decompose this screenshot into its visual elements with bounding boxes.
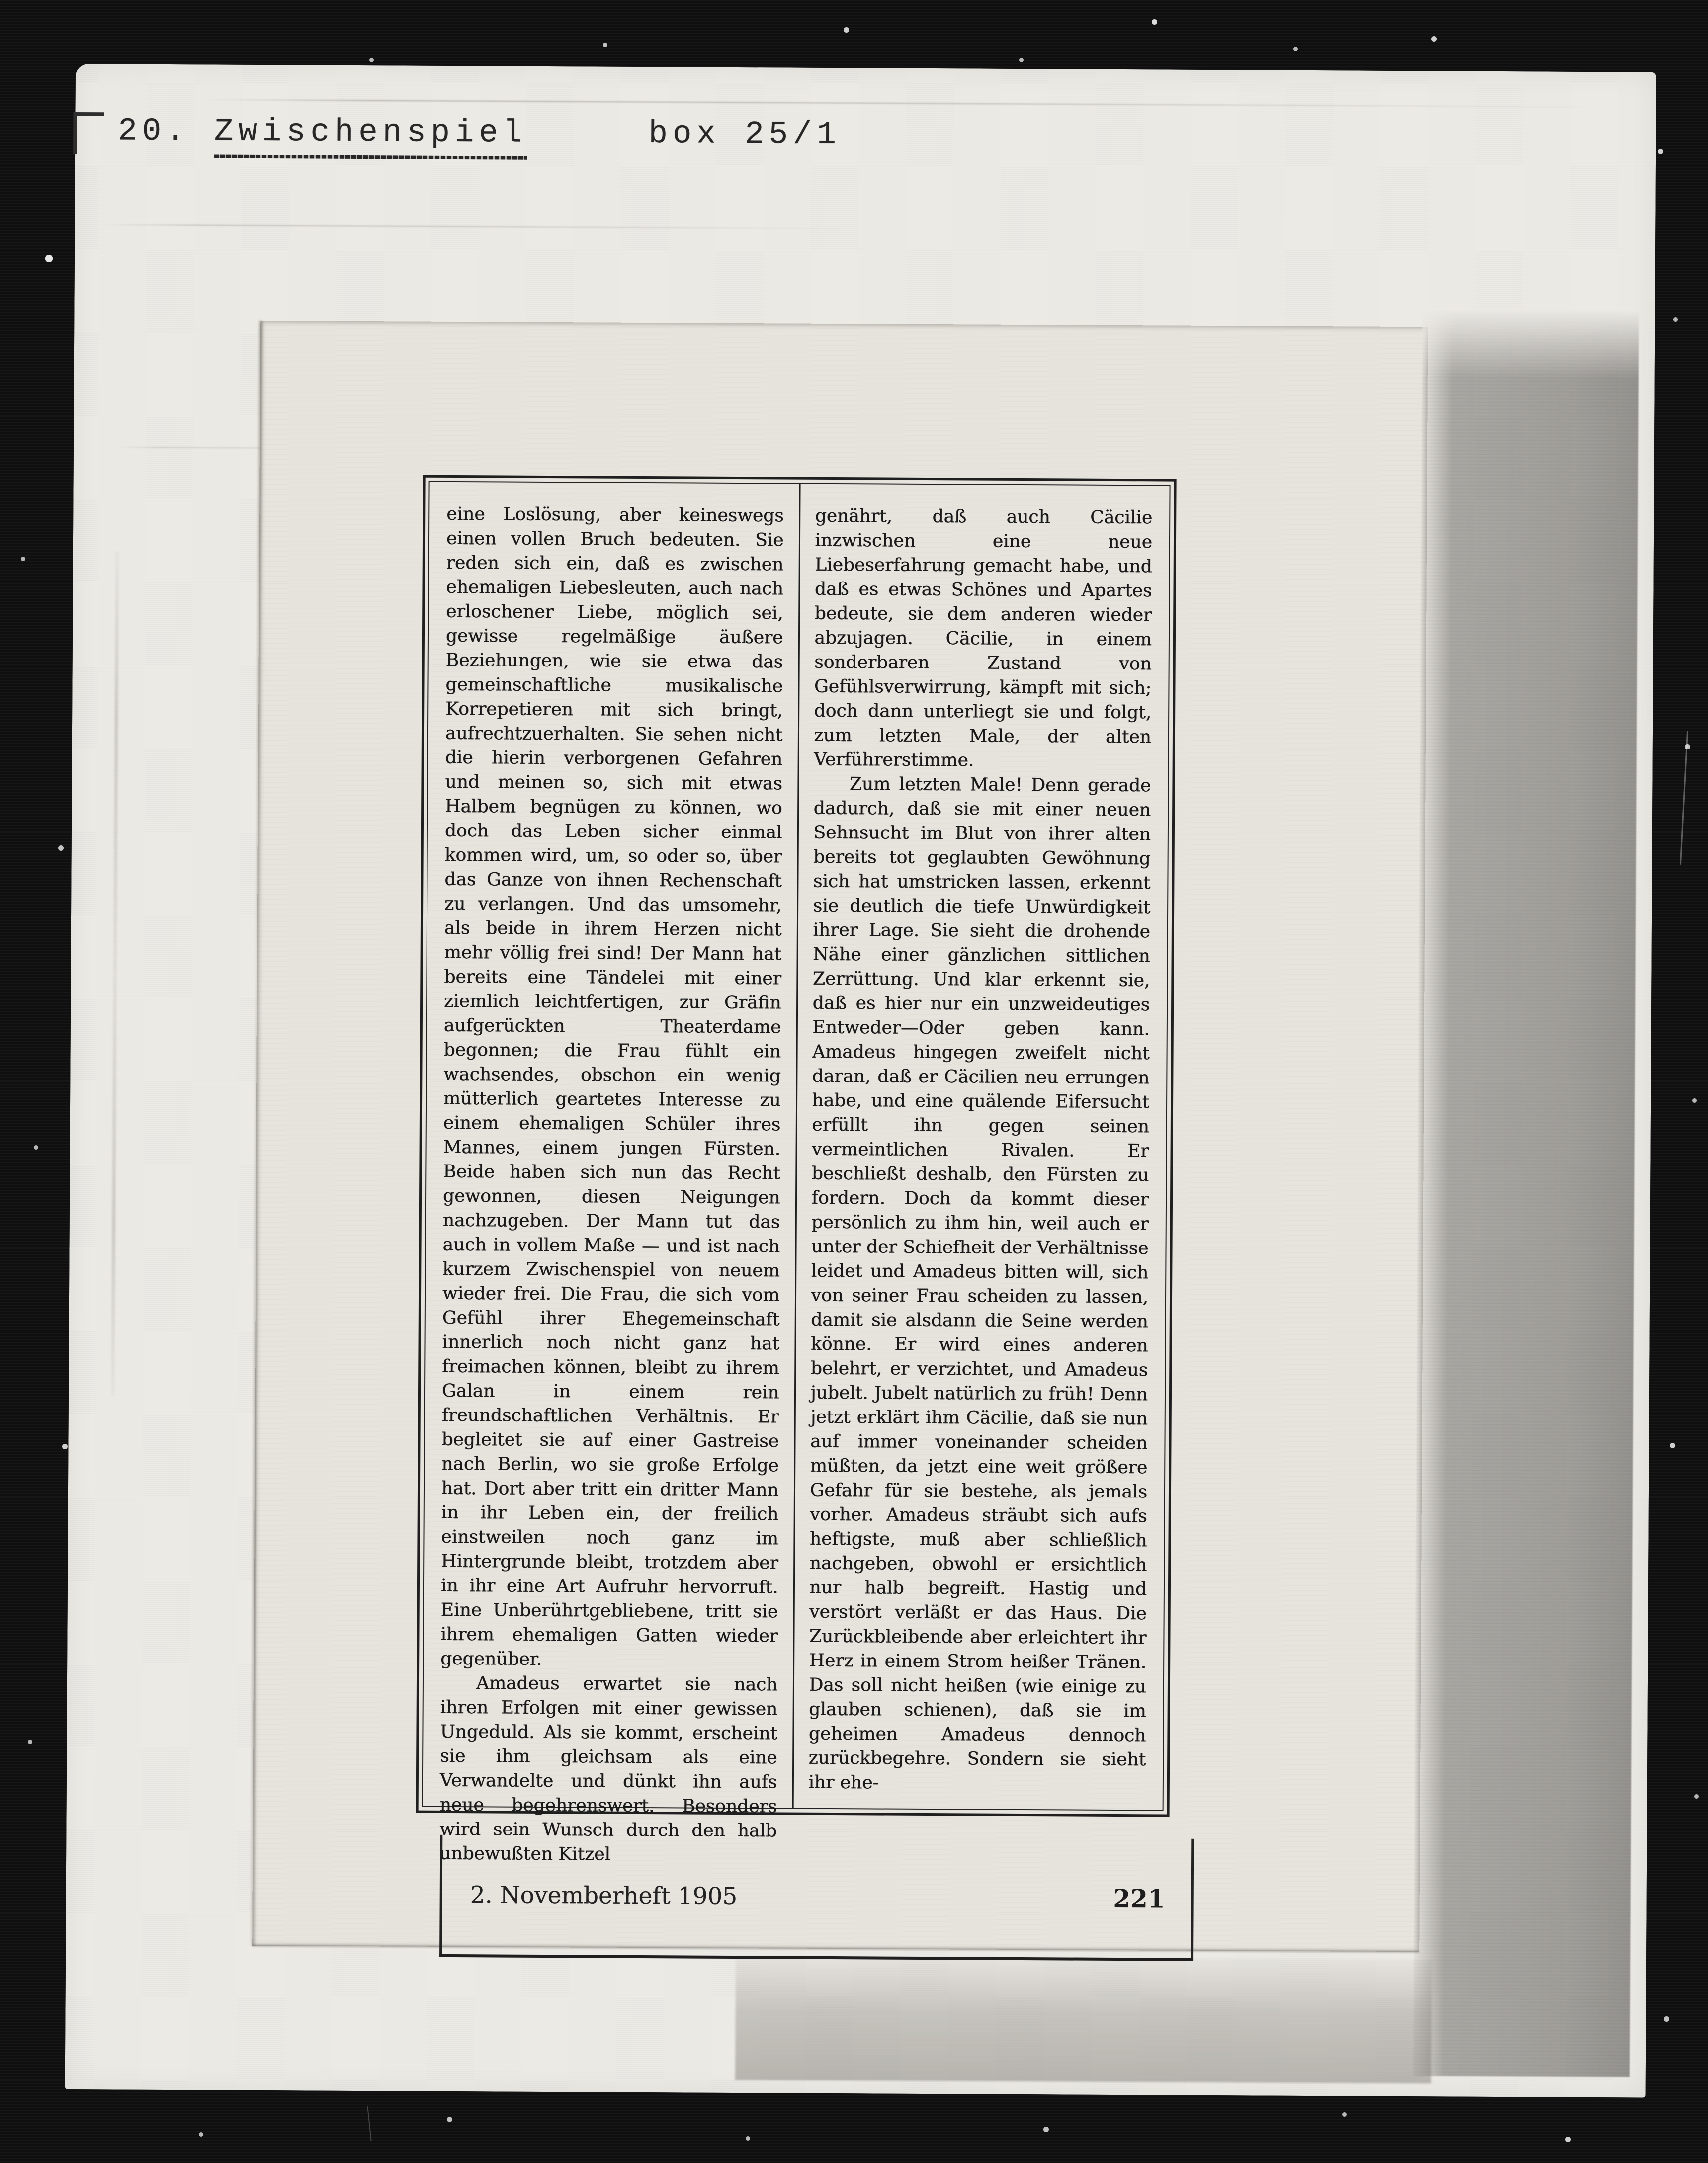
corner-mark-vertical (73, 112, 77, 154)
book-edge-shadow-bottom (735, 1956, 1432, 2083)
scanned-page-group (65, 64, 1656, 2098)
text-column-left (439, 502, 784, 1865)
text-column-right (808, 504, 1152, 1810)
issue-label: 2. Novemberheft 1905 (470, 1881, 738, 1910)
article-text-block-inner-rule (422, 481, 1171, 1865)
corner-registration-mark (73, 112, 104, 154)
page-footer (439, 1835, 1194, 1961)
archive-label-number: 20. (118, 113, 190, 150)
archive-label-title: Zwischenspiel (214, 114, 527, 159)
paragraph: genährt, daß auch Cäcilie inzwischen eine neue Liebeserfahrung gemacht habe, und daß es etwas Schönes und Apartes bedeute, sie dem anderen wieder abzujagen. Cäcilie, in einem sonderbaren Zustand von Gefühlsverwirrung, kämpft mit sich; doch dann unterliegt sie und folgt, zum letzten Male, der alten Verführerstimme. (814, 505, 1153, 771)
scan-scratch (367, 2106, 371, 2141)
book-edge-shadow-right (1413, 308, 1639, 2077)
paragraph: Amadeus erwartet sie nach ihren Erfolgen mit einer gewissen Ungeduld. Als sie kommt, erscheint sie ihm gleichsam als eine Verwandelte und dünkt ihn aufs neue begehrenswert. Besonders wird sein Wunsch durch den halb unbewußten Kitzel (439, 1673, 778, 1865)
archive-box-label: box 25/1 (648, 116, 842, 154)
book-edge-fade (1422, 308, 1639, 379)
corner-mark-horizontal (73, 112, 104, 116)
scanner-dust-specks (0, 0, 2, 2)
article-columns (423, 482, 1170, 1865)
page-number: 221 (1113, 1883, 1165, 1913)
paragraph: eine Loslösung, aber keineswegs einen vollen Bruch bedeuten. Sie reden sich ein, daß es zwischen ehemaligen Liebesleuten, auch nach erloschener Liebe, möglich sei, gewisse regelmäßige äußere Beziehungen, wie sie etwa das gemeinschaftliche musikalische Korrepetieren mit sich bringt, aufrechtzuerhalten. Sie sehen nicht die hierin verborgenen Gefahren und meinen so, sich mit etwas Halbem begnügen zu können, wo doch das Leben sicher einmal kommen wird, um, so oder so, über das Ganze von ihnen Rechenschaft zu verlangen. Und das umsomehr, als beide in ihrem Herzen nicht mehr völlig frei sind! Der Mann hat bereits eine Tändelei mit einer ziemlich leichtfertigen, zur Gräfin aufgerückten Theaterdame begonnen; die Frau fühlt ein wachsendes, obschon ein wenig mütterlich geartetes Interesse zu einem ehemaligen Schüler ihres Mannes, einem jungen Fürsten. Beide haben sich nun das Recht gewonnen, diesen Neigungen nachzugeben. Der Mann tut das auch in vollem Maße — und ist nach kurzem Zwischenspiel von neuem wieder frei. Die Frau, die sich vom Gefühl ihrer Ehegemeinschaft innerlich noch nicht ganz hat freimachen können, bleibt zu ihrem Galan in einem rein freundschaftlichen Verhältnis. Er begleitet sie auf einer Gastreise nach Berlin, wo sie große Erfolge hat. Dort aber tritt ein dritter Mann in ihr Leben ein, der freilich einstweilen noch ganz im Hintergrunde bleibt, trotzdem aber in ihr eine Art Aufruhr hervorruft. Eine Unberührtgebliebene, tritt sie ihrem ehemaligen Gatten wieder gegenüber. (440, 503, 784, 1669)
column-divider-rule (792, 484, 800, 1808)
archive-label (118, 111, 841, 155)
scan-scratch (1680, 731, 1688, 865)
article-text-block (416, 475, 1177, 1865)
paragraph: Zum letzten Male! Denn gerade dadurch, daß sie mit einer neuen Sehnsucht im Blut von ihrer alten bereits tot geglaubten Gewöhnung sich hat umstricken lassen, erkennt sie deutlich die tiefe Unwürdigkeit ihrer Lage. Sie sieht die drohende Nähe einer gänzlichen sittlichen Zerrüttung. Und klar erkennt sie, daß es hier nur ein unzweideutiges Entweder—Oder geben kann. Amadeus hingegen zweifelt nicht daran, daß er Cäcilien neu errungen habe, und eine quälende Eifersucht erfüllt ihn gegen seinen vermeintlichen Rivalen. Er beschließt deshalb, den Fürsten zu fordern. Doch da kommt dieser persönlich zu ihm hin, weil auch er unter der Schiefheit der Verhältnisse leidet und Amadeus bitten will, sich von seiner Frau scheiden zu lassen, damit sie alsdann die Seine werden könne. Er wird eines anderen belehrt, er verzichtet, und Amadeus jubelt. Jubelt natürlich zu früh! Denn jetzt erklärt ihm Cäcilie, daß sie nun auf immer voneinander scheiden müßten, da jetzt eine weit größere Gefahr für sie bestehe, als jemals vorher. Amadeus sträubt sich aufs heftigste, muß aber schließlich nachgeben, obwohl er ersichtlich nur halb begreift. Hastig und verstört verläßt er das Haus. Die Zurückbleibende aber erleichtert ihr Herz in einem Strom heißer Tränen. Das soll nicht heißen (wie einige zu glauben schienen), daß sie im geheimen Amadeus dennoch zurückbegehre. Sondern sie sieht ihr ehe- (808, 774, 1151, 1793)
